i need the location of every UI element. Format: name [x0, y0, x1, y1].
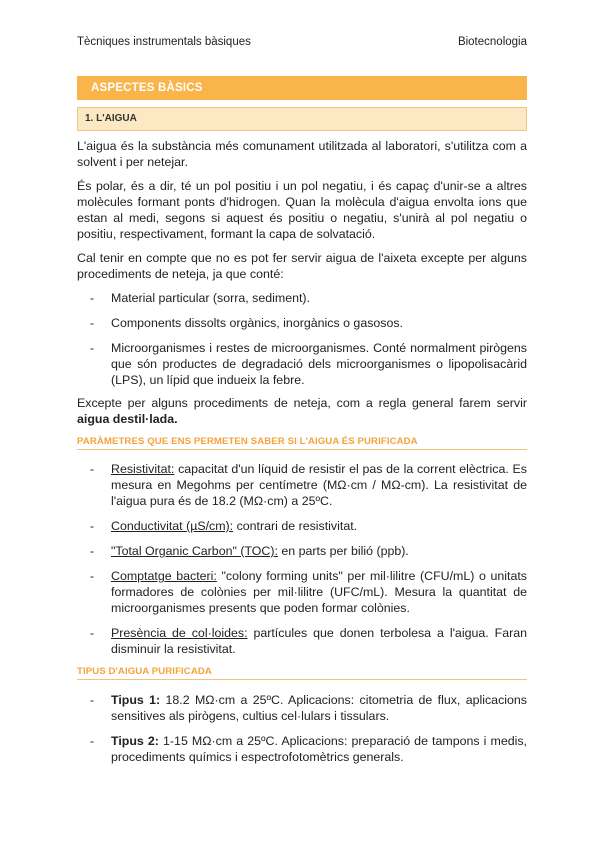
parameter-term: Presència de col·loides: — [111, 626, 248, 640]
list-item: - Microorganismes i restes de microorganismes. Conté normalment pirògens que són productes de degradació dels microorganismes o lipopolisacàrid (LPS), un lípid que indueix la febre. — [77, 340, 527, 388]
water-types-list — [77, 692, 527, 765]
list-item — [77, 518, 527, 534]
parameters-list — [77, 461, 527, 657]
list-item: - Components dissolts orgànics, inorgànics o gasosos. — [77, 315, 527, 331]
paragraph-intro: L'aigua és la substància més comunament utilitzada al laboratori, s'utilitza com a solvent i per netejar. — [77, 139, 527, 169]
heading-water-types: TIPUS D'AIGUA PURIFICADA — [77, 666, 527, 680]
parameter-text: capacitat d'un líquid de resistir el pas de la corrent elèctrica. Es mesura en Megohms per centímetre (MΩ·cm / MΩ-cm). La resistivitat de l'aigua pura és de 18.2 (MΩ·cm) a 25ºC. — [111, 462, 527, 508]
list-item — [77, 733, 527, 765]
type-text: 1-15 MΩ·cm a 25ºC. Aplicacions: preparació de tampons i medis, procediments químics i espectrofotomètrics generals. — [111, 734, 528, 764]
type-label: Tipus 1: — [111, 693, 161, 707]
list-item: - Material particular (sorra, sediment). — [77, 290, 527, 306]
header-subject: Biotecnologia — [457, 36, 527, 48]
type-label: Tipus 2: — [111, 734, 159, 748]
parameter-text: contrari de resistivitat. — [233, 519, 358, 533]
subsection-title-bar: 1. L'AIGUA — [77, 107, 527, 131]
distilled-text: Excepte per alguns procediments de neteja, com a regla general farem servir — [77, 396, 527, 410]
parameter-text: en parts per bilió (ppb). — [277, 544, 409, 558]
distilled-bold: aigua destil·lada. — [77, 412, 178, 426]
section-title-bar: ASPECTES BÀSICS — [77, 76, 527, 100]
paragraph-distilled — [77, 395, 527, 427]
list-item — [77, 692, 527, 724]
header-course-title: Tècniques instrumentals bàsiques — [77, 36, 251, 48]
list-item — [77, 543, 527, 559]
page-content — [77, 76, 527, 774]
parameter-text: partícules que donen terbolesa a l'aigua. Faran disminuir la resistivitat. — [111, 626, 527, 656]
heading-parameters: PARÀMETRES QUE ENS PERMETEN SABER SI L'AIGUA ÉS PURIFICADA — [77, 436, 527, 450]
parameter-term: "Total Organic Carbon" (TOC): — [111, 544, 278, 558]
contains-list — [77, 290, 527, 388]
type-text: 18.2 MΩ·cm a 25ºC. Aplicacions: citometria de flux, aplicacions sensitives als pirògens, cultius cel·lulars i tissulars. — [111, 693, 527, 723]
paragraph-polarity: És polar, és a dir, té un pol positiu i un pol negatiu, i és capaç d'unir-se a altres molècules formant ponts d'hidrogen. Quan la molècula d'aigua envolta ions que estan al medi, segons si aquest és positiu o negatiu, s'unirà al pol negatiu o positiu, respectivament, formant la capa de solvatació. — [77, 179, 527, 241]
parameter-term: Resistivitat: — [111, 462, 175, 476]
list-item — [77, 568, 527, 616]
paragraph-tap-water: Cal tenir en compte que no es pot fer servir aigua de l'aixeta excepte per alguns procediments de neteja, ja que conté: — [77, 251, 527, 281]
parameter-term: Conductivitat (µS/cm): — [111, 519, 234, 533]
list-item — [77, 625, 527, 657]
list-item — [77, 461, 527, 509]
parameter-text: "colony forming units" per mil·lilitre (CFU/mL) o unitats formadores de colònies per mil·lilitre (UFC/mL). Mesura la quantitat de microorganismes presents que poden formar colònies. — [111, 569, 527, 615]
parameter-term: Comptatge bacteri: — [111, 569, 217, 583]
